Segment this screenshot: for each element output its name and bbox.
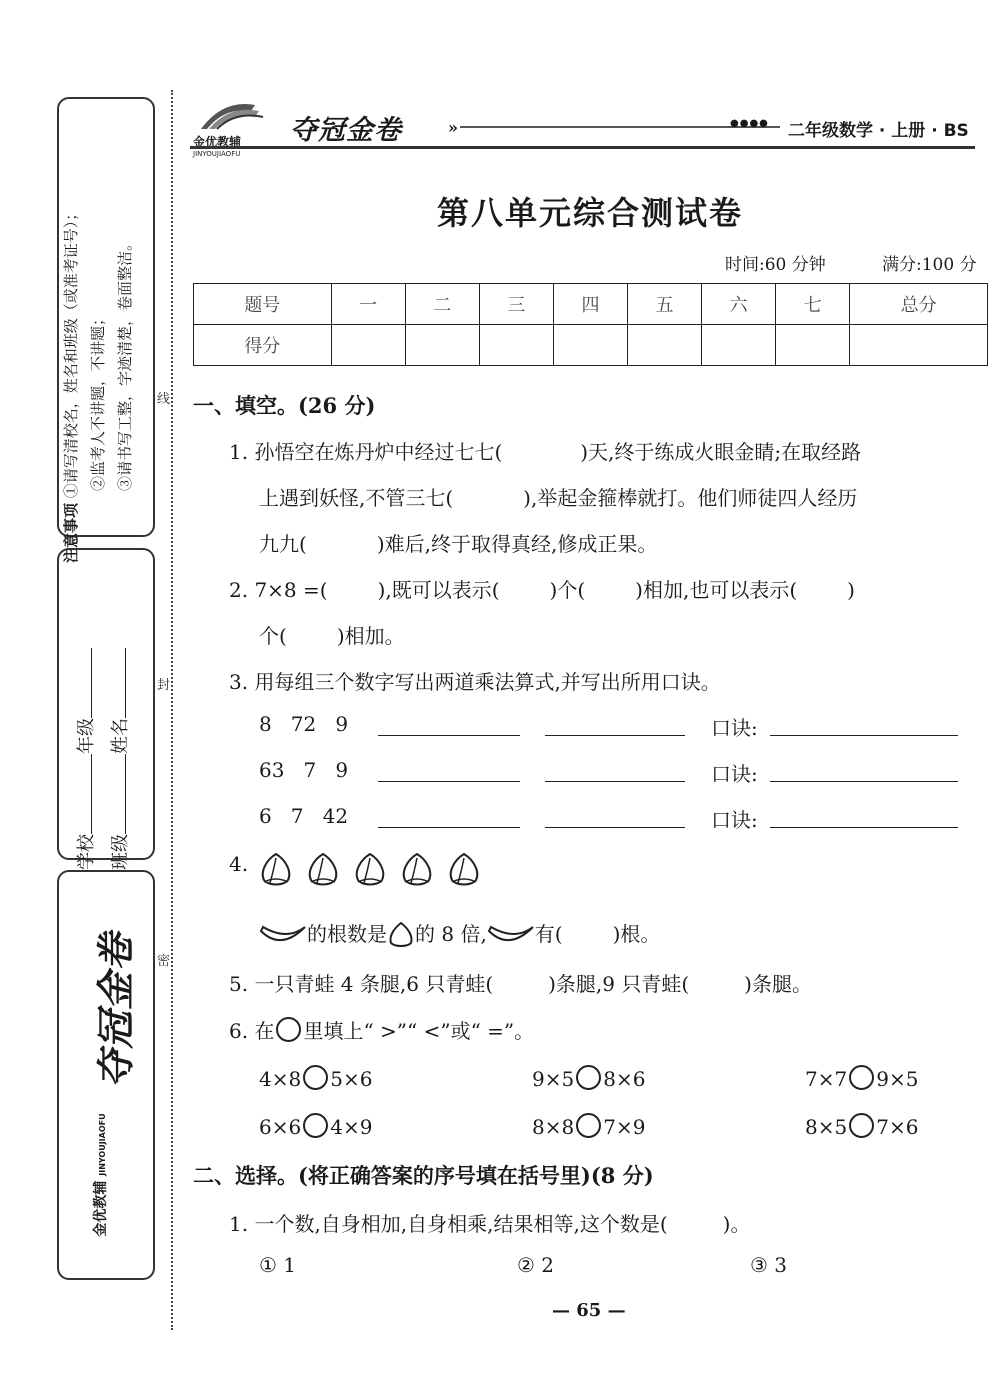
page-title: 第八单元综合测试卷 <box>436 194 743 232</box>
score-header-cell: 五 <box>628 284 702 325</box>
q2-line1: 2. 7×8 =( ),既可以表示( )个( )相加,也可以表示( ) <box>229 578 855 602</box>
grade-info: 二年级数学 · 上册 · BS <box>788 121 969 141</box>
score-cell[interactable] <box>331 325 405 366</box>
side-brand-logo: 金优教辅 JINYOUJIAOFU <box>93 1113 109 1237</box>
score-header-cell: 四 <box>553 284 627 325</box>
q3-text: 3. 用每组三个数字写出两道乘法算式,并写出所用口诀。 <box>229 670 721 694</box>
compare-circle[interactable] <box>849 1065 874 1090</box>
score-cell[interactable] <box>405 325 479 366</box>
q3-answer-line[interactable] <box>545 827 685 828</box>
koujue-label: 口诀: <box>711 716 758 740</box>
q6-instruction: 6. 在 里填上“ >”“ <”或“ =”。 <box>229 1019 535 1043</box>
option-2[interactable]: ② 2 <box>517 1253 555 1277</box>
q3-answer-line[interactable] <box>378 735 520 736</box>
score-header-cell: 二 <box>405 284 479 325</box>
compare-item: 4×8 5×6 <box>259 1067 373 1091</box>
koujue-label: 口诀: <box>711 762 758 786</box>
score-header-cell: 七 <box>776 284 850 325</box>
header-logo: 金优教辅 JINYOUJIAOFU <box>193 95 273 155</box>
q3-answer-line[interactable] <box>545 735 685 736</box>
score-cell[interactable] <box>702 325 776 366</box>
q4-number: 4. <box>229 852 249 876</box>
q1-line3: 九九( )难后,终于取得真经,修成正果。 <box>259 532 658 556</box>
page-number: — 65 — <box>552 1300 626 1321</box>
compare-circle[interactable] <box>849 1113 874 1138</box>
option-3[interactable]: ③ 3 <box>750 1253 788 1277</box>
q4-line: 的根数是 的 8 倍, 有( )根。 <box>259 918 660 947</box>
q1-line2: 上遇到妖怪,不管三七( ),举起金箍棒就打。他们师徒四人经历 <box>259 486 858 510</box>
compare-circle[interactable] <box>576 1065 601 1090</box>
peach-icon <box>258 850 498 890</box>
notice-text: 注意事项 ①请写清校名，姓名和班级（或准考证号）； ②监考人不讲题，不讲题； ③请书写工整，字迹清楚，卷面整洁。 <box>62 205 134 563</box>
cut-word-secret: 密 <box>157 954 171 969</box>
section1-title: 一、填空。(26 分) <box>193 393 376 418</box>
cut-line <box>171 90 173 1330</box>
score-header-cell: 总分 <box>850 284 988 325</box>
compare-item: 6×6 4×9 <box>259 1115 373 1139</box>
score-header-cell: 三 <box>479 284 553 325</box>
book-logo-icon <box>193 95 273 133</box>
compare-item: 8×8 7×9 <box>532 1115 646 1139</box>
student-info: 学校年级 班级姓名 <box>70 570 140 870</box>
score-header-cell: 六 <box>702 284 776 325</box>
score-table <box>193 283 988 366</box>
q3-answer-line[interactable] <box>378 827 520 828</box>
koujue-answer-line[interactable] <box>770 827 958 828</box>
q3-group-3: 6 7 42 <box>259 804 349 828</box>
full-score-info: 满分:100 分 <box>882 255 977 275</box>
score-cell[interactable] <box>850 325 988 366</box>
score-cell[interactable] <box>776 325 850 366</box>
score-row-label: 得分 <box>194 325 332 366</box>
q3-answer-line[interactable] <box>378 781 520 782</box>
s2-q1-line: 1. 一个数,自身相加,自身相乘,结果相等,这个数是( )。 <box>229 1212 751 1236</box>
koujue-answer-line[interactable] <box>770 735 958 736</box>
side-brand-title: 夺冠金卷 <box>94 932 138 1089</box>
q2-line2: 个( )相加。 <box>259 624 405 648</box>
q5-line: 5. 一只青蛙 4 条腿,6 只青蛙( )条腿,9 只青蛙( )条腿。 <box>229 972 812 996</box>
header-underline <box>190 146 975 149</box>
banana-icon <box>487 921 535 947</box>
section2-title: 二、选择。(将正确答案的序号填在括号里)(8 分) <box>193 1163 654 1188</box>
banana-icon <box>259 921 307 947</box>
score-cell[interactable] <box>553 325 627 366</box>
compare-item: 8×5 7×6 <box>805 1115 919 1139</box>
compare-item: 9×5 8×6 <box>532 1067 646 1091</box>
score-cell[interactable] <box>628 325 702 366</box>
q3-group-1: 8 72 9 <box>259 712 349 736</box>
score-cell[interactable] <box>479 325 553 366</box>
series-title: 夺冠金卷 <box>290 115 402 146</box>
compare-circle[interactable] <box>303 1113 328 1138</box>
q3-group-2: 63 7 9 <box>259 758 349 782</box>
circle-icon <box>276 1017 301 1042</box>
peach-row <box>258 850 498 894</box>
q1-line1: 1. 孙悟空在炼丹炉中经过七七( )天,终于练成火眼金睛;在取经路 <box>229 440 862 464</box>
koujue-label: 口诀: <box>711 808 758 832</box>
series-arrow-icon: » <box>448 118 458 137</box>
score-header-cell: 一 <box>331 284 405 325</box>
score-header-cell: 题号 <box>194 284 332 325</box>
score-table-header-row <box>194 284 988 325</box>
option-1[interactable]: ① 1 <box>259 1253 297 1277</box>
compare-item: 7×7 9×5 <box>805 1067 919 1091</box>
cut-word-line: 线 <box>157 392 171 407</box>
time-info: 时间:60 分钟 <box>725 255 826 275</box>
header-dots: ●●●● <box>730 118 769 129</box>
peach-icon <box>387 921 415 947</box>
q3-answer-line[interactable] <box>545 781 685 782</box>
compare-circle[interactable] <box>576 1113 601 1138</box>
score-table-score-row <box>194 325 988 366</box>
cut-word-seal: 封 <box>157 678 171 693</box>
compare-circle[interactable] <box>303 1065 328 1090</box>
koujue-answer-line[interactable] <box>770 781 958 782</box>
